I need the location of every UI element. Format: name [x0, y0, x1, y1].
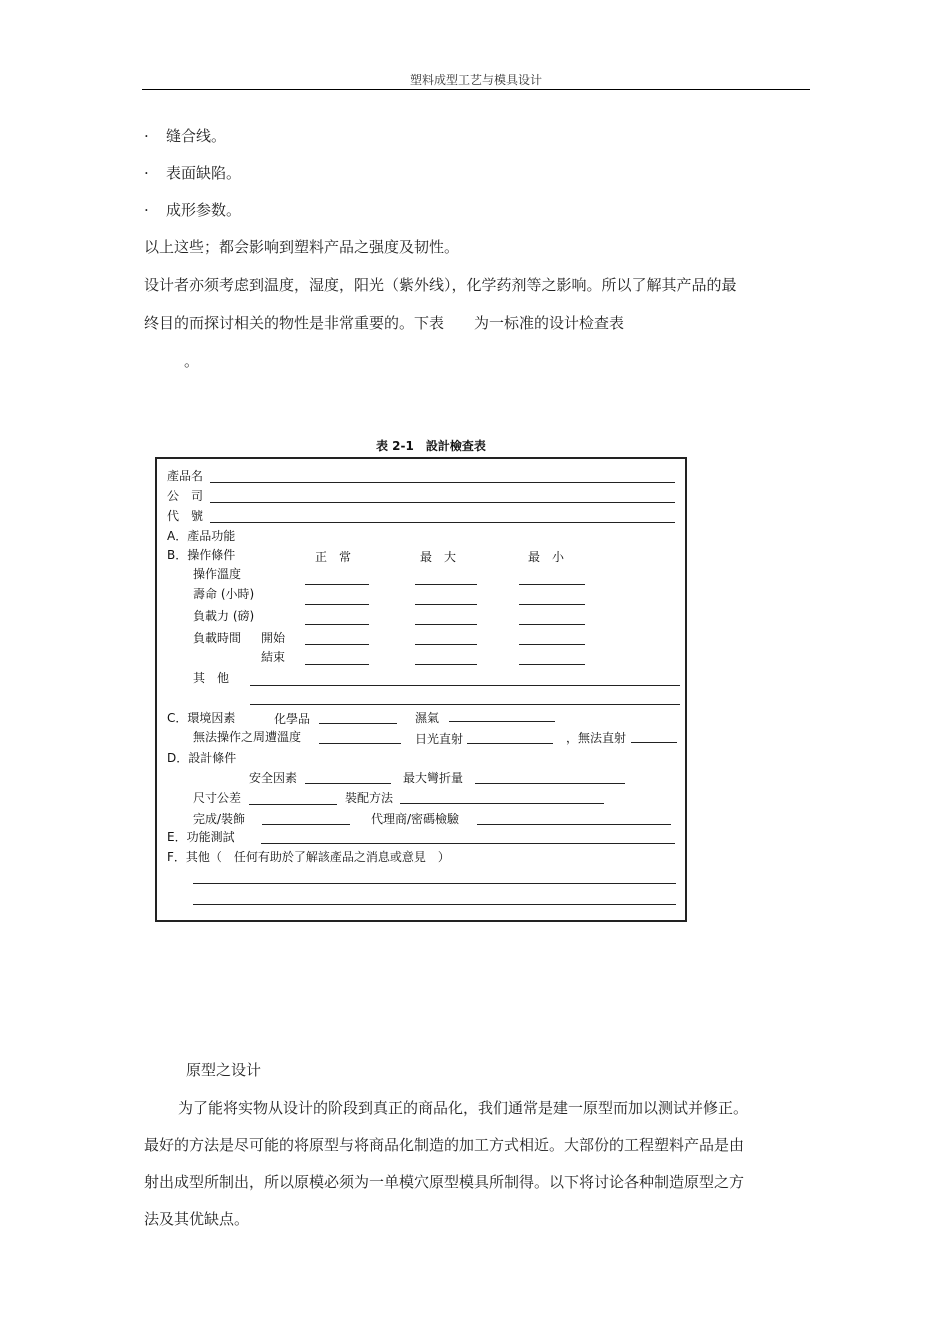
surrounding-temp-label: 無法操作之周遭溫度: [193, 730, 302, 744]
field-line: [415, 604, 477, 605]
section-title: 原型之设计: [186, 1061, 262, 1079]
col-normal-header: 正 常: [315, 550, 352, 564]
chemical-label: 化學品: [274, 712, 311, 726]
safety-label: 安全因素: [249, 771, 298, 785]
field-line: [193, 904, 676, 905]
sunlight-label: 日光直射: [415, 732, 464, 746]
code-line: [210, 522, 675, 523]
field-line: [250, 704, 680, 705]
field-line: [415, 664, 477, 665]
paragraph-line: 设计者亦须考虑到温度，湿度，阳光（紫外线），化学药剂等之影响。所以了解其产品的最: [144, 276, 737, 294]
body-line: 法及其优缺点。: [144, 1210, 250, 1228]
section-c-label: C．環境因素: [167, 711, 236, 725]
col-min-header: 最 小: [528, 550, 565, 564]
field-line: [449, 721, 555, 722]
section-f-label: F．其他（ 任何有助於了解該產品之消息或意見 ）: [167, 850, 450, 864]
field-line: [415, 584, 477, 585]
field-line: [193, 883, 676, 884]
company-label: 公 司: [167, 489, 204, 503]
body-line: 最好的方法是尽可能的将原型与将商品化制造的加工方式相近。大部份的工程塑料产品是由: [144, 1136, 745, 1154]
tolerance-label: 尺寸公差: [193, 791, 242, 805]
field-line: [477, 824, 671, 825]
paragraph-line: 终目的而探讨相关的物性是非常重要的。下表 为一标准的设计检查表: [144, 314, 625, 332]
field-line: [415, 624, 477, 625]
field-line: [305, 644, 369, 645]
field-line: [519, 664, 585, 665]
field-line: [250, 685, 680, 686]
end-label: 結束: [261, 650, 286, 664]
field-line: [319, 723, 397, 724]
paragraph-line: 。: [184, 352, 200, 370]
design-checklist-form: [155, 457, 687, 922]
start-label: 開始: [261, 631, 286, 645]
humidity-label: 濕氣: [415, 711, 440, 725]
field-line: [249, 804, 337, 805]
field-line: [400, 803, 604, 804]
section-d-label: D．設計條件: [167, 751, 237, 765]
max-bend-label: 最大彎折量: [403, 771, 464, 785]
field-line: [261, 843, 675, 844]
product-name-line: [210, 482, 675, 483]
field-line: [305, 604, 369, 605]
paragraph-summary: 以上这些；都会影响到塑料产品之强度及韧性。: [144, 238, 460, 256]
load-label: 負載力 (磅): [193, 609, 255, 623]
assembly-label: 裝配方法: [345, 791, 394, 805]
op-temp-label: 操作溫度: [193, 567, 242, 581]
code-label: 代 號: [167, 509, 204, 523]
field-line: [262, 824, 350, 825]
field-line: [519, 604, 585, 605]
field-line: [319, 743, 401, 744]
product-name-label: 產品名: [167, 469, 204, 483]
bullet-item: · 缝合线。: [144, 127, 227, 145]
field-line: [305, 584, 369, 585]
finish-label: 完成/裝飾: [193, 812, 246, 826]
field-line: [415, 644, 477, 645]
col-max-header: 最 大: [420, 550, 457, 564]
other-label: 其 他: [193, 671, 230, 685]
company-line: [210, 502, 675, 503]
field-line: [631, 742, 677, 743]
body-line: 为了能将实物从设计的阶段到真正的商品化，我们通常是建一原型而加以测试并修正。: [178, 1099, 749, 1117]
field-line: [475, 783, 625, 784]
table-caption: 表 2-1 設計檢查表: [376, 439, 486, 453]
field-line: [305, 624, 369, 625]
section-a-label: A．產品功能: [167, 529, 236, 543]
bullet-item: · 成形参数。: [144, 201, 242, 219]
section-e-label: E．功能測試: [167, 830, 235, 844]
field-line: [519, 644, 585, 645]
body-line: 射出成型所制出，所以原模必须为一单模穴原型模具所制得。以下将讨论各种制造原型之方: [144, 1173, 745, 1191]
field-line: [519, 584, 585, 585]
bullet-item: · 表面缺陷。: [144, 164, 242, 182]
section-b-label: B．操作條件: [167, 548, 236, 562]
field-line: [519, 624, 585, 625]
field-line: [467, 743, 553, 744]
agent-label: 代理商/密碼檢驗: [371, 812, 460, 826]
life-label: 壽命 (小時): [193, 587, 255, 601]
no-direct-label: ，無法直射: [566, 731, 627, 745]
field-line: [305, 664, 369, 665]
field-line: [305, 783, 391, 784]
load-time-label: 負載時間: [193, 631, 242, 645]
page-header: [142, 72, 810, 90]
header-title: 塑料成型工艺与模具设计: [409, 73, 542, 87]
